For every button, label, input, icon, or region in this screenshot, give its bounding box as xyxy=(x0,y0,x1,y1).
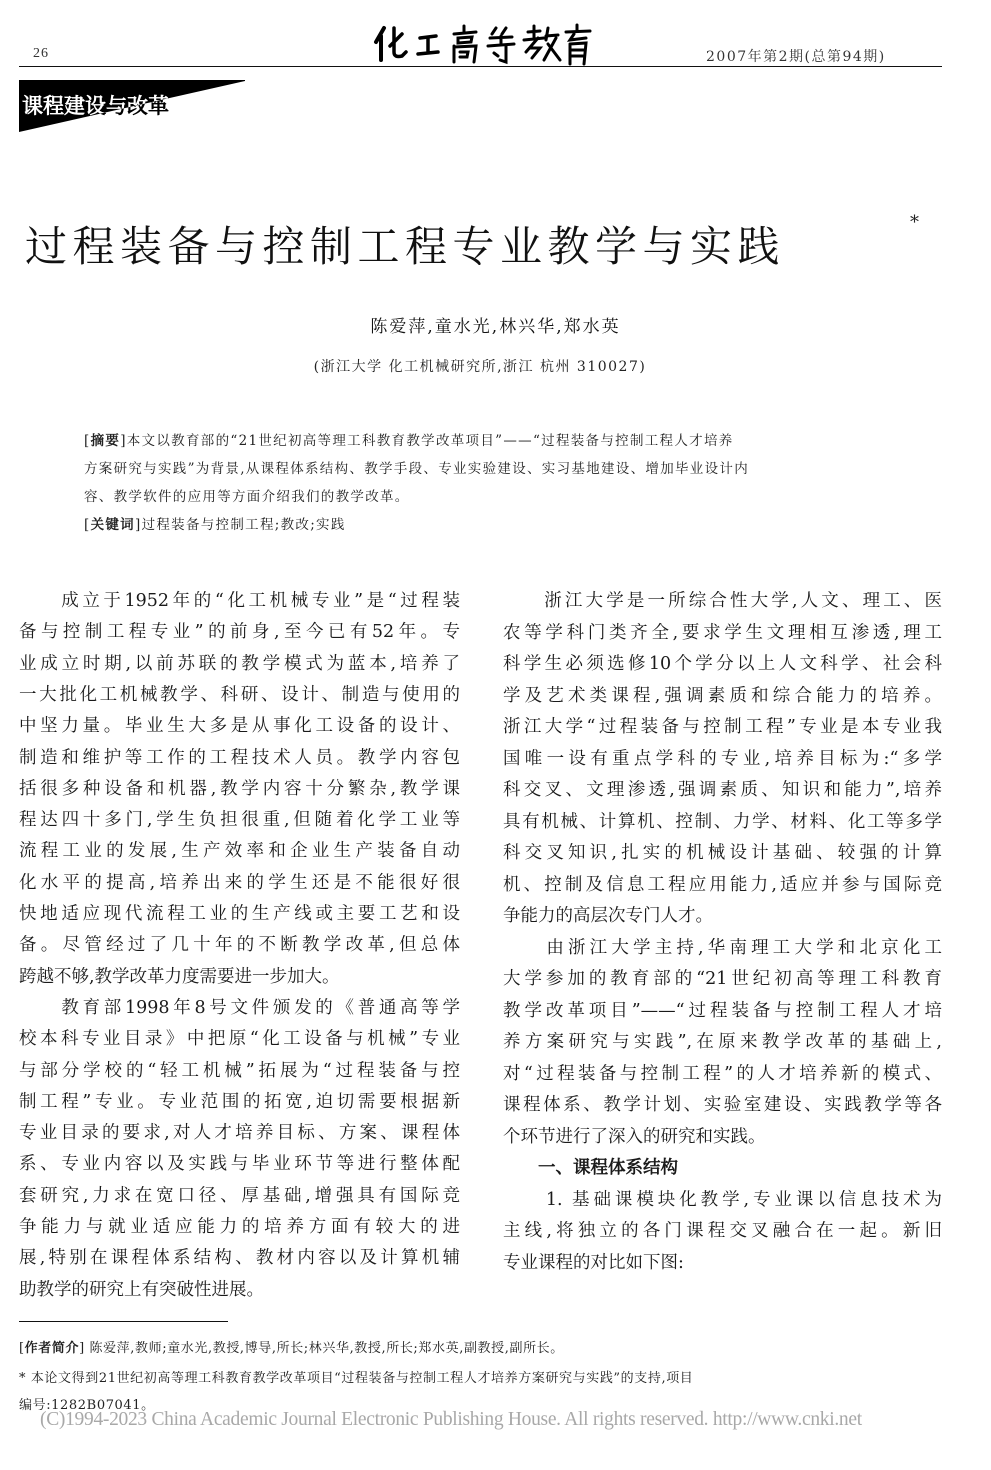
bracket: ] xyxy=(120,433,127,449)
article-authors: 陈爱萍,童水光,林兴华,郑水英 xyxy=(370,317,621,337)
text-line: 课程体系、教学计划、实验室建设、实践教学等各 xyxy=(503,1095,942,1115)
text-line: 科交叉、文理渗透,强调素质、知识和能力”,培养 xyxy=(503,780,942,800)
text-line: 跨越不够,教学改革力度需要进一步加大。 xyxy=(19,966,340,987)
text-line: 对“过程装备与控制工程”的人才培养新的模式、 xyxy=(503,1063,942,1084)
text-line: 备。尽管经过了几十年的不断教学改革,但总体 xyxy=(19,935,460,956)
abstract-label: 摘要 xyxy=(90,433,121,449)
text-line: 教学改革项目”——“过程装备与控制工程人才培 xyxy=(503,1000,942,1021)
abstract-text: 本文以教育部的“21世纪初高等理工科教育教学改革项目”——“过程装备与控制工程人才培养 xyxy=(126,433,734,449)
text-line: 业成立时期,以前苏联的教学模式为蓝本,培养了 xyxy=(19,653,460,674)
text-line: 流程工业的发展,生产效率和企业生产装备自动 xyxy=(19,841,460,862)
bracket: [ xyxy=(84,517,91,533)
text-line: 大学参加的教育部的“21世纪初高等理工科教育 xyxy=(503,969,942,989)
text-line: 助教学的研究上有突破性进展。 xyxy=(19,1279,264,1300)
text-line: 备与控制工程专业”的前身,至今已有52年。专 xyxy=(19,622,460,643)
text-line: 个环节进行了深入的研究和实践。 xyxy=(503,1126,766,1147)
abstract-line: 方案研究与实践”为背景,从课程体系结构、教学手段、专业实验建设、实习基地建设、增加毕业设计内 xyxy=(84,461,749,477)
text-line: 系、专业内容以及实践与毕业环节等进行整体配 xyxy=(19,1154,460,1175)
section-banner xyxy=(19,80,245,132)
text-line: 农等学科门类齐全,要求学生文理相互渗透,理工 xyxy=(503,622,942,643)
page-number: 26 xyxy=(33,46,49,61)
text-line: 学及艺术类课程,强调素质和综合能力的培养。 xyxy=(503,685,942,706)
text-line: 校本科专业目录》中把原“化工设备与机械”专业 xyxy=(19,1029,460,1050)
bracket: ] xyxy=(134,517,142,533)
text-line: 专业课程的对比如下图: xyxy=(503,1252,684,1273)
text-line: 教育部1998年8号文件颁发的《普通高等学 xyxy=(19,997,460,1018)
text-line: 中坚力量。毕业生大多是从事化工设备的设计、 xyxy=(19,716,460,737)
journal-logo xyxy=(372,22,594,66)
text-line: 制工程”专业。专业范围的拓宽,迫切需要根据新 xyxy=(19,1091,460,1112)
keywords-line xyxy=(84,513,346,533)
article-affiliation: (浙江大学 化工机械研究所,浙江 杭州 310027) xyxy=(313,359,647,375)
text-line: 括很多种设备和机器,教学内容十分繁杂,教学课 xyxy=(19,778,460,799)
text-line: 与部分学校的“轻工机械”拓展为“过程装备与控 xyxy=(19,1060,460,1081)
text-line: 一大批化工机械教学、科研、设计、制造与使用的 xyxy=(19,684,460,705)
bracket: [ xyxy=(84,433,91,449)
copyright-watermark: (C)1994-2023 China Academic Journal Electronic Publishing House. All rights reserved. http://www.cnki.net xyxy=(40,1409,862,1430)
author-bio-footnote xyxy=(19,1337,564,1356)
title-footnote-mark: * xyxy=(910,212,919,233)
text-line: 养方案研究与实践”,在原来教学改革的基础上, xyxy=(503,1032,942,1052)
text-line: 成立于1952年的“化工机械专业”是“过程装 xyxy=(19,591,460,611)
text-line: 机、控制及信息工程应用能力,适应并参与国际竞 xyxy=(503,874,942,895)
text-line: 1. 基础课模块化教学,专业课以信息技术为 xyxy=(503,1189,942,1210)
text-line: 主线,将独立的各门课程交叉融合在一起。新旧 xyxy=(503,1221,942,1241)
abstract-line: 容、教学软件的应用等方面介绍我们的教学改革。 xyxy=(84,489,410,505)
footnote-rule xyxy=(19,1321,228,1322)
keywords-text: 过程装备与控制工程;教改;实践 xyxy=(141,517,346,533)
text-line: 制造和维护等工作的工程技术人员。教学内容包 xyxy=(19,747,460,768)
text-line: 一、课程体系结构 xyxy=(503,1158,678,1178)
text-line: 快地适应现代流程工业的生产线或主要工艺和设 xyxy=(19,904,460,924)
author-bio-text: 陈爱萍,教师;童水光,教授,博导,所长;林兴华,教授,所长;郑水英,副教授,副所长。 xyxy=(84,1341,564,1356)
text-line: 浙江大学是一所综合性大学,人文、理工、医 xyxy=(503,591,942,611)
text-line: 套研究,力求在宽口径、厚基础,增强具有国际竞 xyxy=(19,1185,460,1206)
text-line: 科交叉知识,扎实的机械设计基础、较强的计算 xyxy=(503,843,942,863)
text-line: 专业目录的要求,对人才培养目标、方案、课程体 xyxy=(19,1123,460,1144)
text-line: 具有机械、计算机、控制、力学、材料、化工等多学 xyxy=(503,811,942,832)
keywords-label: 关键词 xyxy=(90,517,135,533)
text-line: 展,特别在课程体系结构、教材内容以及计算机辅 xyxy=(19,1248,460,1269)
bracket: [ xyxy=(19,1341,25,1356)
text-line: 争能力的高层次专门人才。 xyxy=(503,906,713,926)
abstract-line xyxy=(84,429,734,449)
text-line: 争能力与就业适应能力的培养方面有较大的进 xyxy=(19,1217,460,1237)
header-rule xyxy=(19,66,942,67)
article-title: 过程装备与控制工程专业教学与实践 xyxy=(25,222,786,271)
funding-footnote-line: * 本论文得到21世纪初高等理工科教育教学改革项目“过程装备与控制工程人才培养方案研究与实践”的支持,项目 xyxy=(19,1371,694,1386)
text-line: 国唯一设有重点学科的专业,培养目标为:“多学 xyxy=(503,748,942,769)
text-line: 由浙江大学主持,华南理工大学和北京化工 xyxy=(503,937,942,958)
text-line: 化水平的提高,培养出来的学生还是不能很好很 xyxy=(19,872,460,893)
bracket: ] xyxy=(79,1341,85,1356)
author-bio-label: 作者简介 xyxy=(24,1341,80,1356)
text-line: 浙江大学“过程装备与控制工程”专业是本专业我 xyxy=(503,717,942,737)
issue-info: 2007年第2期(总第94期) xyxy=(706,49,886,65)
section-banner-label: 课程建设与改革 xyxy=(22,94,169,118)
text-line: 程达四十多门,学生负担很重,但随着化学工业等 xyxy=(19,810,460,831)
funding-footnote-line: 编号:1282B07041。 xyxy=(19,1398,155,1413)
text-line: 科学生必须选修10个学分以上人文科学、社会科 xyxy=(503,654,942,674)
